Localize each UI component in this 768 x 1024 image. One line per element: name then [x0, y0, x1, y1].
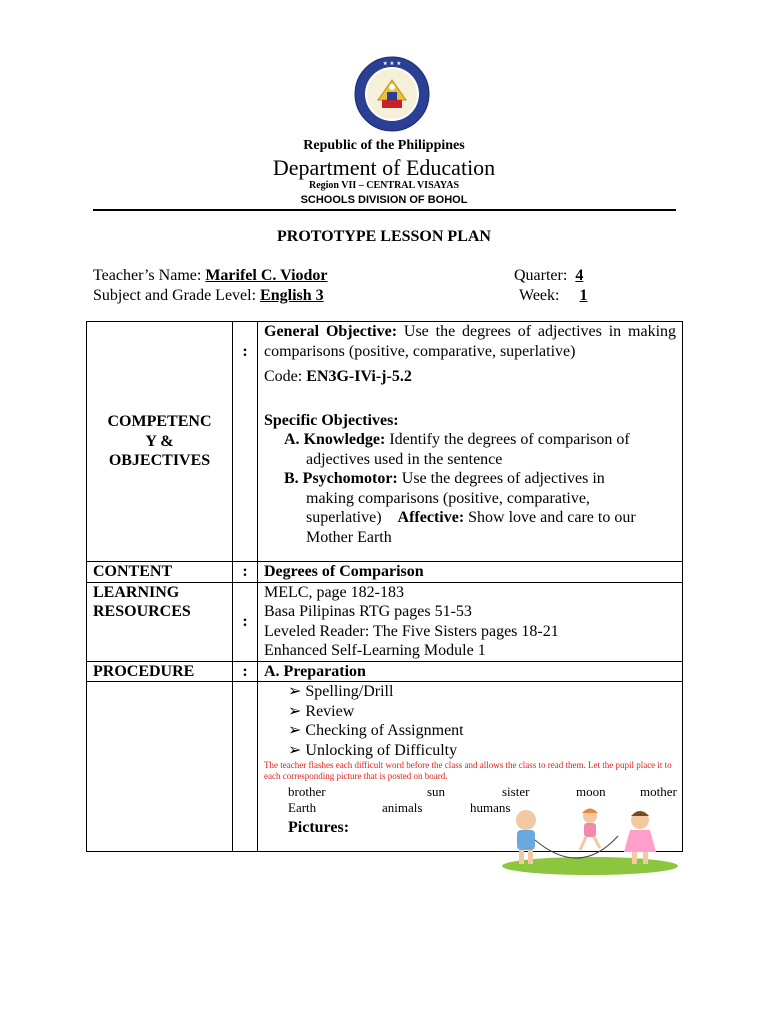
- content-row: [87, 562, 683, 583]
- specific-objectives-heading: Specific Objectives:: [264, 411, 399, 429]
- quarter-row: [514, 267, 583, 285]
- arrow-bullet-icon: ➢: [288, 741, 302, 759]
- pictures-label: Pictures:: [288, 819, 350, 836]
- resources-colon: :: [233, 582, 258, 661]
- word: animals: [382, 800, 423, 815]
- procedure-value: A. Preparation: [258, 661, 683, 682]
- code-line: Code: EN3G-IVi-j-5.2: [264, 368, 412, 385]
- teacher-note: The teacher flashes each difficult word before the class and allows the class to read them. Let the pupil place it to each corresponding picture that is posted on board.: [264, 760, 672, 781]
- resource-item: Basa Pilipinas RTG pages 51-53: [264, 603, 472, 620]
- competency-label: COMPETENC Y & OBJECTIVES: [87, 322, 233, 562]
- word: Earth: [288, 800, 317, 815]
- word: moon: [576, 784, 606, 799]
- quarter-label: Quarter:: [514, 267, 568, 284]
- objective-affective-cont: Mother Earth: [306, 528, 392, 546]
- bullet-item: ➢ Spelling/Drill: [288, 683, 394, 700]
- content-label: CONTENT: [87, 562, 233, 583]
- teacher-name-row: [93, 267, 328, 285]
- procedure-details: [258, 682, 683, 852]
- competency-colon: :: [233, 322, 258, 562]
- svg-text:★ ★ ★: ★ ★ ★: [382, 61, 402, 67]
- word: sister: [502, 784, 530, 799]
- objective-b: B. Psychomotor: Use the degrees of adjectives in: [284, 470, 605, 487]
- resource-item: Leveled Reader: The Five Sisters pages 18-21: [264, 622, 559, 640]
- department-name: Department of Education: [272, 155, 496, 180]
- division-line: SCHOOLS DIVISION OF BOHOL: [300, 194, 468, 206]
- word: sun: [427, 784, 446, 799]
- teacher-value: Marifel C. Viodor: [205, 267, 328, 284]
- competency-content: [258, 322, 683, 562]
- objective-a: A. Knowledge: Identify the degrees of comparison of: [284, 431, 630, 448]
- objective-b-affective: superlative) Affective: Show love and care to our: [306, 509, 636, 526]
- procedure-details-row: [87, 682, 683, 852]
- week-value: 1: [579, 287, 588, 304]
- resources-label: LEARNING RESOURCES: [87, 582, 233, 661]
- week-row: [519, 287, 587, 305]
- resources-row: [87, 582, 683, 661]
- objective-a-cont: adjectives used in the sentence: [306, 450, 503, 468]
- quarter-value: 4: [575, 267, 584, 284]
- header-divider: [93, 209, 676, 211]
- resource-item: Enhanced Self-Learning Module 1: [264, 642, 486, 659]
- procedure-colon: :: [233, 661, 258, 682]
- subject-row: [93, 287, 324, 305]
- content-value: Degrees of Comparison: [258, 562, 683, 583]
- republic-line: Republic of the Philippines: [303, 138, 465, 153]
- general-objective: General Objective: Use the degrees of adjectives in making comparisons (positive, comparative, superlative): [264, 323, 677, 360]
- resource-item: MELC, page 182-183: [264, 583, 404, 601]
- subject-label: Subject and Grade Level:: [93, 287, 257, 304]
- region-line: Region VII – CENTRAL VISAYAS: [308, 180, 460, 191]
- objective-b-cont: making comparisons (positive, comparative,: [306, 489, 590, 507]
- arrow-bullet-icon: ➢: [288, 722, 302, 739]
- bullet-item: ➢ Checking of Assignment: [288, 722, 464, 739]
- content-colon: :: [233, 562, 258, 583]
- empty-colon-cell: [233, 682, 258, 852]
- arrow-bullet-icon: ➢: [288, 702, 302, 720]
- competency-row: [87, 322, 683, 562]
- word: brother: [288, 784, 326, 799]
- bullet-item: ➢ Unlocking of Difficulty: [288, 741, 458, 759]
- procedure-label: PROCEDURE: [87, 661, 233, 682]
- lesson-plan-table: [86, 321, 683, 852]
- arrow-bullet-icon: ➢: [288, 683, 302, 700]
- children-playing-illustration: [500, 806, 678, 876]
- resources-list: [258, 582, 683, 661]
- word: humans: [470, 800, 511, 815]
- teacher-label: Teacher’s Name:: [93, 267, 202, 284]
- procedure-row: [87, 661, 683, 682]
- subject-value: English 3: [260, 287, 324, 304]
- week-label: Week:: [519, 287, 560, 304]
- word: mother: [640, 784, 677, 799]
- document-title: PROTOTYPE LESSON PLAN: [277, 228, 491, 245]
- bullet-item: ➢ Review: [288, 702, 355, 720]
- deped-seal-logo: [354, 56, 430, 132]
- empty-label-cell: [87, 682, 233, 852]
